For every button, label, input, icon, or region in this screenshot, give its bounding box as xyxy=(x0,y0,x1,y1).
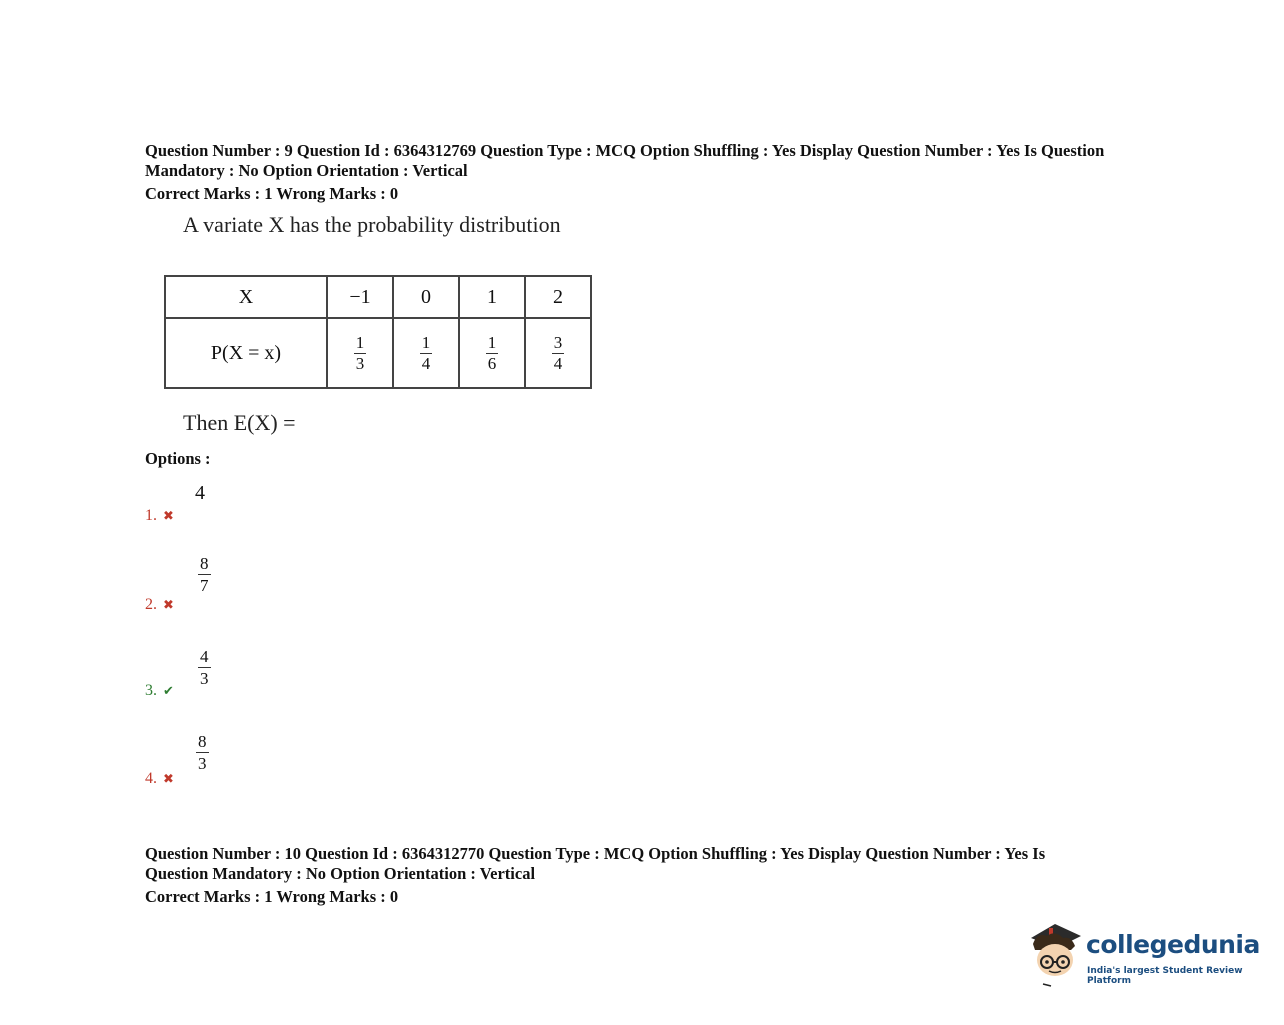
option-2-number: 2. xyxy=(145,596,157,613)
distribution-table xyxy=(164,275,592,389)
p-value xyxy=(327,318,393,388)
options-label: Options : xyxy=(145,449,211,468)
p-value xyxy=(459,318,525,388)
q9-meta xyxy=(145,141,1185,181)
option-1-value: 4 xyxy=(195,482,205,504)
p-numerator: 3 xyxy=(553,332,563,352)
option-4[interactable] xyxy=(145,770,174,788)
option-1-number: 1. xyxy=(145,507,157,524)
option-4-number: 4. xyxy=(145,770,157,787)
q9-then: Then E(X) = xyxy=(183,410,296,435)
p-denominator: 4 xyxy=(421,353,431,373)
option-3-number: 3. xyxy=(145,682,157,699)
p-denominator: 4 xyxy=(553,353,563,373)
option-2-denominator: 7 xyxy=(200,576,209,595)
q10-marks: Correct Marks : 1 Wrong Marks : 0 xyxy=(145,887,399,906)
option-2-fraction xyxy=(198,553,211,596)
p-value xyxy=(525,318,591,388)
q9-marks: Correct Marks : 1 Wrong Marks : 0 xyxy=(145,184,399,203)
option-3-numerator: 4 xyxy=(200,647,209,666)
option-3-fraction xyxy=(198,646,211,689)
q10-meta xyxy=(145,844,1185,884)
x-value: −1 xyxy=(327,276,393,318)
cross-icon: ✖ xyxy=(163,597,174,612)
x-value: 2 xyxy=(525,276,591,318)
p-denominator: 3 xyxy=(355,353,365,373)
table-header-p: P(X = x) xyxy=(165,318,327,388)
option-3-denominator: 3 xyxy=(200,669,209,688)
option-2-numerator: 8 xyxy=(200,554,209,573)
q10-meta-line1: Question Number : 10 Question Id : 6364312770 Question Type : MCQ Option Shuffling : Yes Display Question Number : Yes Is xyxy=(145,844,1046,863)
q9-stem: A variate X has the probability distribution xyxy=(183,212,561,237)
option-2[interactable] xyxy=(145,596,174,614)
option-3[interactable] xyxy=(145,682,174,700)
logo-name: collegedunia xyxy=(1086,930,1260,959)
option-4-denominator: 3 xyxy=(198,754,207,773)
option-1[interactable] xyxy=(145,507,174,525)
table-header-x: X xyxy=(165,276,327,318)
p-denominator: 6 xyxy=(487,353,497,373)
logo-tagline: India's largest Student Review Platform xyxy=(1087,966,1243,986)
q9-meta-line1: Question Number : 9 Question Id : 6364312769 Question Type : MCQ Option Shuffling : Yes Display Question Number : Yes Is Question xyxy=(145,141,1105,160)
q9-meta-line2: Mandatory : No Option Orientation : Vertical xyxy=(145,161,468,180)
cross-icon: ✖ xyxy=(163,508,174,523)
p-numerator: 1 xyxy=(487,332,497,352)
x-value: 0 xyxy=(393,276,459,318)
check-icon: ✔ xyxy=(163,683,174,698)
option-4-numerator: 8 xyxy=(198,732,207,751)
p-numerator: 1 xyxy=(355,332,365,352)
q10-meta-line2: Question Mandatory : No Option Orientation : Vertical xyxy=(145,864,536,883)
option-4-fraction xyxy=(196,731,209,774)
cross-icon: ✖ xyxy=(163,771,174,786)
p-numerator: 1 xyxy=(421,332,431,352)
p-value xyxy=(393,318,459,388)
x-value: 1 xyxy=(459,276,525,318)
